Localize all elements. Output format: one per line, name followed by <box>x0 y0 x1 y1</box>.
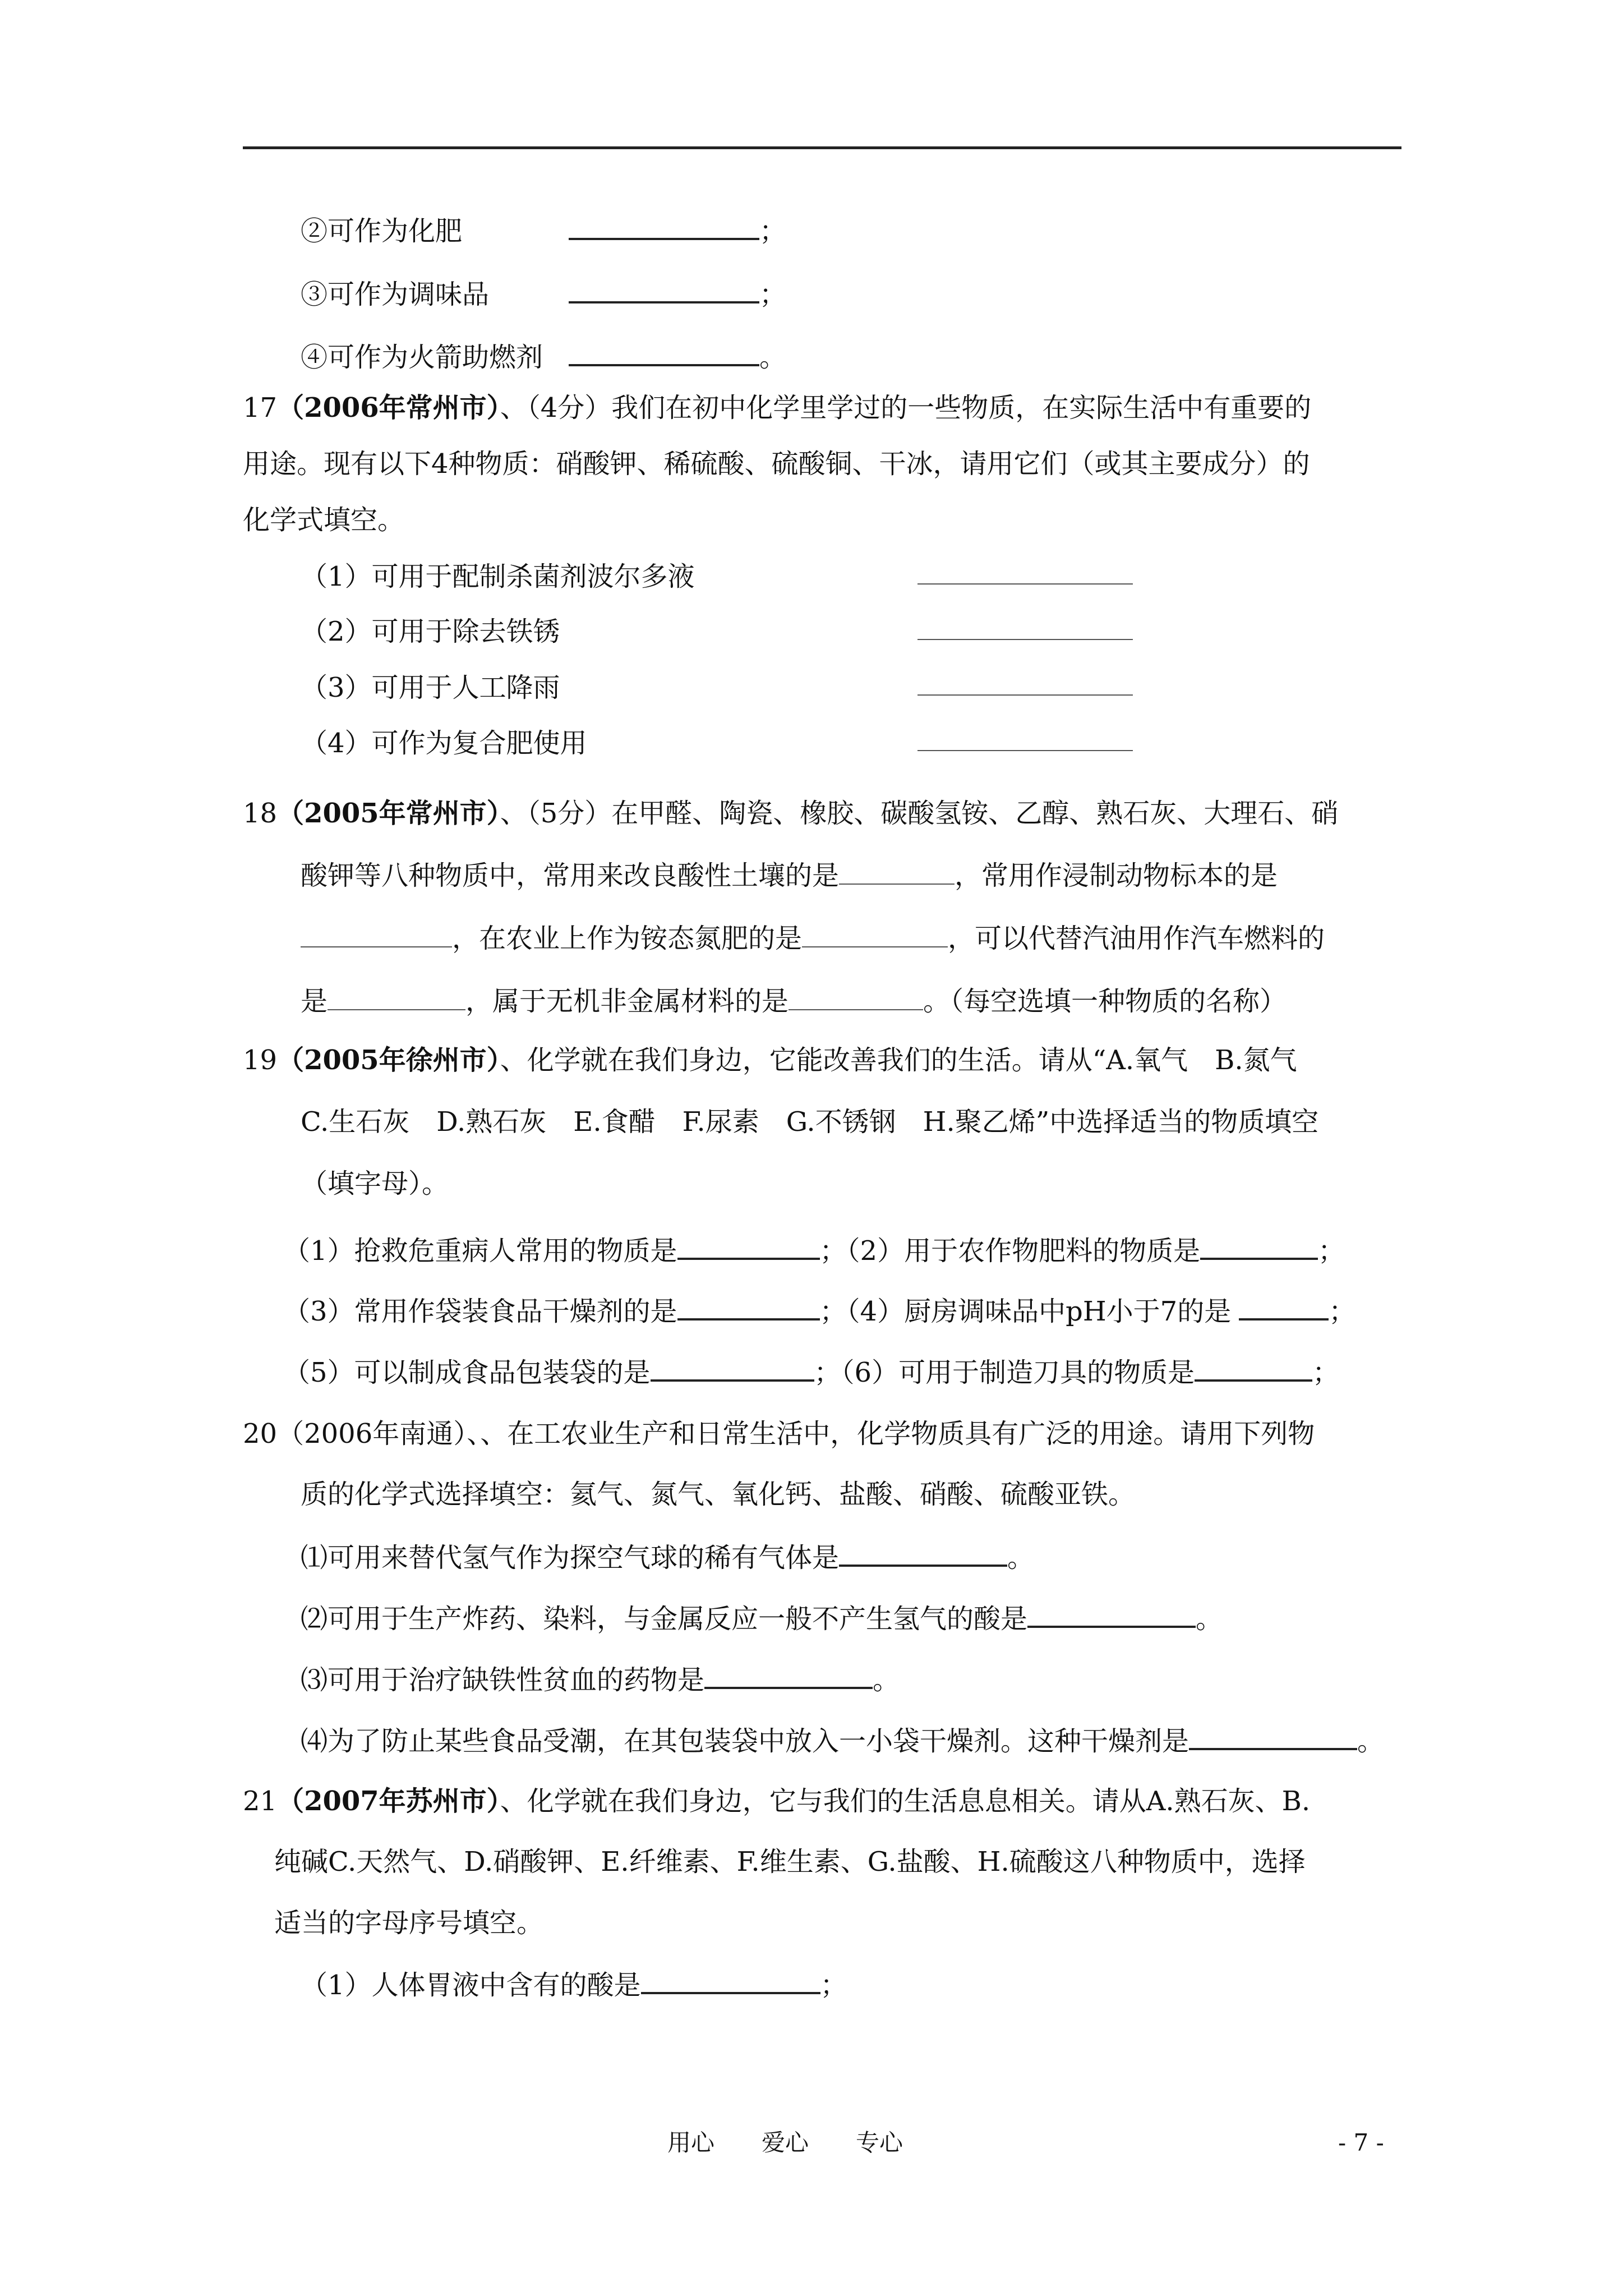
answer-blank[interactable] <box>917 670 1133 696</box>
q21-line2: 纯碱C.天然气、D.硝酸钾、E.纤维素、F.维生素、G.盐酸、H.硫酸这八种物质中，选择 <box>274 1846 1306 1878</box>
answer-blank[interactable] <box>641 1967 820 1994</box>
item-seasoning: ③可作为调味品 ； <box>301 277 786 311</box>
q20-item-1: ⑴可用来替代氢气作为探空气球的稀有气体是 。 <box>301 1540 1034 1575</box>
q18-line1: 18（2005年常州市）、（5分）在甲醛、陶瓷、橡胶、碳酸氢铵、乙醇、熟石灰、大理石、硝 <box>243 798 1339 829</box>
q21-line1: 21（2007年苏州市）、化学就在我们身边，它与我们的生活息息相关。请从A.熟石灰、B. <box>243 1786 1311 1817</box>
answer-blank[interactable] <box>1195 1355 1312 1382</box>
header-rule <box>243 146 1401 149</box>
q18-line4: 是 ，属于无机非金属材料的是 。（每空选填一种物质的名称） <box>301 986 1287 1017</box>
q20-item-3: ⑶可用于治疗缺铁性贫血的药物是 。 <box>301 1662 900 1697</box>
q17-item-2: （2）可用于除去铁锈 <box>301 616 560 647</box>
q19-row1: （1）抢救危重病人常用的物质是 ；（2）用于农作物肥料的物质是 ； <box>283 1233 1345 1268</box>
q19-line3: （填字母）。 <box>301 1168 449 1199</box>
answer-blank[interactable] <box>569 277 759 303</box>
q20-line2: 质的化学式选择填空：氦气、氮气、氧化钙、盐酸、硝酸、硫酸亚铁。 <box>301 1479 1136 1510</box>
page-number: - 7 - <box>1338 2129 1384 2156</box>
q17-item-1: （1）可用于配制杀菌剂波尔多液 <box>301 561 695 592</box>
answer-blank[interactable] <box>1027 1601 1196 1628</box>
answer-blank[interactable] <box>677 1294 820 1320</box>
answer-blank[interactable] <box>301 922 452 947</box>
answer-blank[interactable] <box>569 339 759 366</box>
answer-blank[interactable] <box>1189 1723 1357 1750</box>
answer-blank[interactable] <box>917 559 1133 585</box>
answer-blank[interactable] <box>917 725 1133 751</box>
q17-line2: 用途。现有以下4种物质：硝酸钾、稀硫酸、硫酸铜、干冰，请用它们（或其主要成分）的 <box>243 448 1310 480</box>
answer-blank[interactable] <box>651 1355 814 1382</box>
footer-slogan: 用心 爱心 专心 <box>667 2129 903 2156</box>
answer-blank[interactable] <box>839 859 955 885</box>
q21-item-1: （1）人体胃液中含有的酸是 ； <box>301 1967 847 2002</box>
q17-line3: 化学式填空。 <box>243 504 405 536</box>
answer-blank[interactable] <box>839 1540 1007 1567</box>
q17-item-3: （3）可用于人工降雨 <box>301 672 560 703</box>
q20-line1: 20（2006年南通）、、在工农业生产和日常生活中，化学物质具有广泛的用途。请用下列物 <box>243 1418 1315 1450</box>
q19-line2: C.生石灰 D.熟石灰 E.食醋 F.尿素 G.不锈钢 H.聚乙烯”中选择适当的物质填空 <box>301 1106 1319 1138</box>
q19-row3: （5）可以制成食品包装袋的是 ；（6）可用于制造刀具的物质是 ； <box>283 1355 1339 1389</box>
answer-blank[interactable] <box>917 614 1133 640</box>
answer-blank[interactable] <box>1239 1294 1329 1320</box>
item-fertilizer: ②可作为化肥 ； <box>301 213 786 248</box>
q19-row2: （3）常用作袋装食品干燥剂的是 ；（4）厨房调味品中pH小于7的是 ； <box>283 1294 1355 1328</box>
q17-item-4: （4）可作为复合肥使用 <box>301 728 587 759</box>
q20-item-4: ⑷为了防止某些食品受潮，在其包装袋中放入一小袋干燥剂。这种干燥剂是 。 <box>301 1723 1384 1758</box>
answer-blank[interactable] <box>1200 1233 1318 1260</box>
q18-line2: 酸钾等八种物质中，常用来改良酸性土壤的是 ，常用作浸制动物标本的是 <box>301 860 1278 891</box>
answer-blank[interactable] <box>569 213 759 240</box>
answer-blank[interactable] <box>802 922 948 947</box>
q20-item-2: ⑵可用于生产炸药、染料，与金属反应一般不产生氢气的酸是 。 <box>301 1601 1223 1636</box>
answer-blank[interactable] <box>789 984 923 1010</box>
q21-line3: 适当的字母序号填空。 <box>274 1907 544 1939</box>
answer-blank[interactable] <box>677 1233 820 1260</box>
answer-blank[interactable] <box>704 1662 873 1689</box>
q18-line3: ，在农业上作为铵态氮肥的是 ，可以代替汽油用作汽车燃料的 <box>301 922 1325 955</box>
item-rocket-oxidizer: ④可作为火箭助燃剂 。 <box>301 339 786 374</box>
answer-blank[interactable] <box>328 984 465 1010</box>
q17-line1: 17（2006年常州市）、（4分）我们在初中化学里学过的一些物质，在实际生活中有重要的 <box>243 392 1312 424</box>
q19-line1: 19（2005年徐州市）、化学就在我们身边，它能改善我们的生活。请从“A.氧气 B.氮气 <box>243 1045 1297 1076</box>
